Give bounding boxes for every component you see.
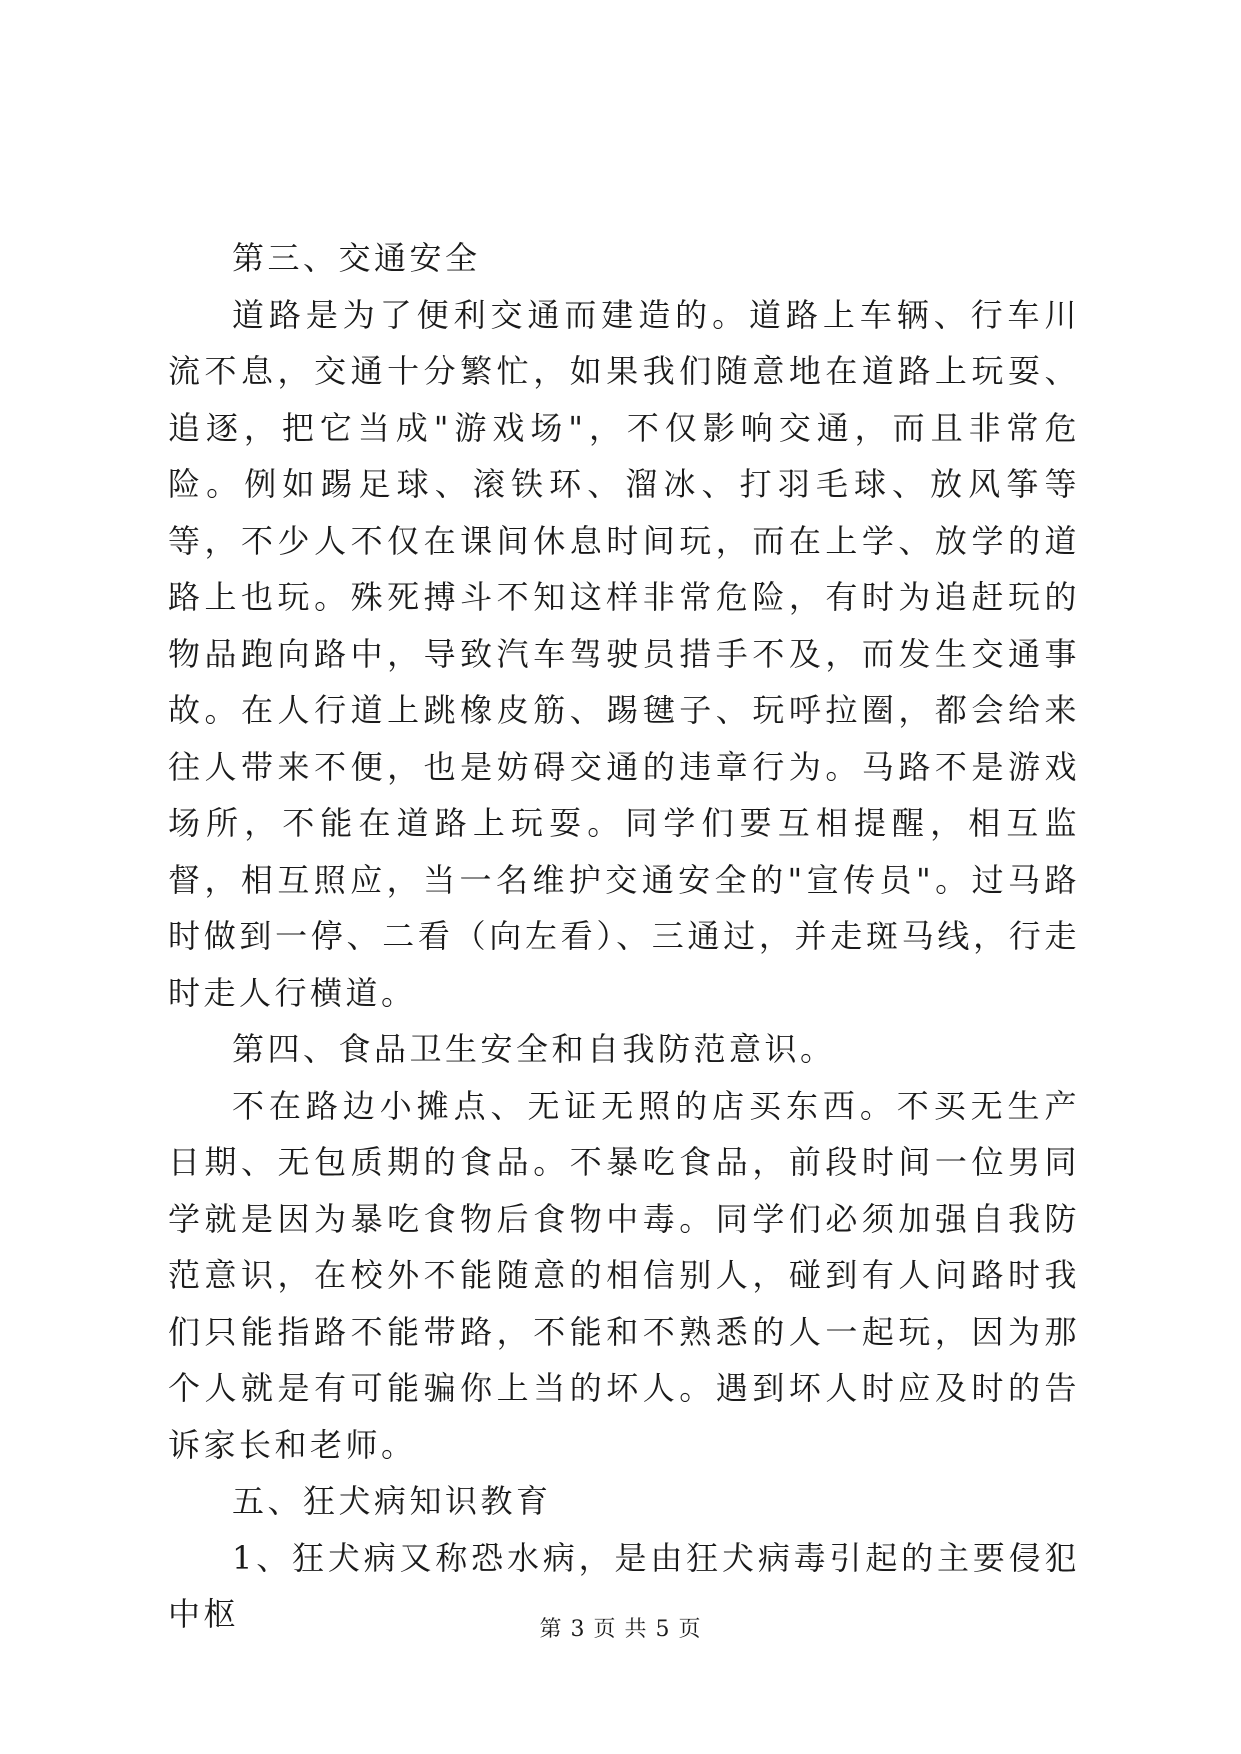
section-heading-rabies: 五、狂犬病知识教育 (232, 1482, 552, 1520)
section-heading-food-safety: 第四、食品卫生安全和自我防范意识。 (232, 1030, 836, 1068)
paragraph-food-safety: 不在路边小摊点、无证无照的店买东西。不买无生产日期、无包质期的食品。不暴吃食品，前段时间一位男同学就是因为暴吃食物后食物中毒。同学们必须加强自我防范意识，在校外不能随意的相信别人，碰到有人问路时我们只能指路不能带路，不能和不熟悉的人一起玩，因为那个人就是有可能骗你上当的坏人。遇到坏人时应及时的告诉家长和老师。 (168, 1086, 1080, 1464)
paragraph-traffic-safety: 道路是为了便利交通而建造的。道路上车辆、行车川流不息，交通十分繁忙，如果我们随意地在道路上玩耍、追逐，把它当成"游戏场"，不仅影响交通，而且非常危险。例如踢足球、滚铁环、溜冰、打羽毛球、放风筝等等，不少人不仅在课间休息时间玩，而在上学、放学的道路上也玩。殊死搏斗不知这样非常危险，有时为追赶玩的物品跑向路中，导致汽车驾驶员措手不及，而发生交通事故。在人行道上跳橡皮筋、踢毽子、玩呼拉圈，都会给来往人带来不便，也是妨碍交通的违章行为。马路不是游戏场所，不能在道路上玩耍。同学们要互相提醒，相互监督，相互照应，当一名维护交通安全的"宣传员"。过马路时做到一停、二看（向左看）、三通过，并走斑马线，行走时走人行横道。 (168, 295, 1080, 1012)
section-heading-traffic-safety: 第三、交通安全 (232, 239, 481, 277)
document-body (168, 230, 1080, 1643)
page-number-footer: 第 3 页 共 5 页 (539, 1617, 702, 1642)
paragraph-rabies: 1、狂犬病又称恐水病，是由狂犬病毒引起的主要侵犯中枢 (168, 1538, 1080, 1633)
